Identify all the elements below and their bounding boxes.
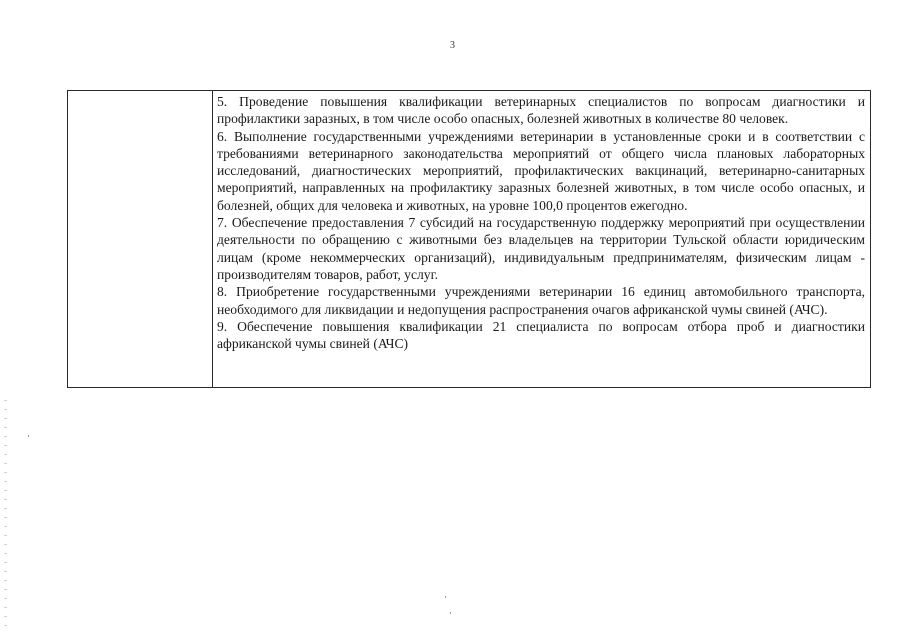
table-left-cell (68, 91, 213, 387)
list-item-9: 9. Обеспечение повышения квалификации 21 специалиста по вопросам отбора проб и диагностики африканской чумы свиней (АЧС) (217, 318, 865, 352)
scan-speck (445, 596, 446, 598)
scan-margin-dots (4, 400, 7, 630)
page-number: 3 (450, 40, 455, 51)
list-item-7: 7. Обеспечение предоставления 7 субсидий на государственную поддержку мероприятий при осуществлении деятельности по обращению с животными без владельцев на территории Тульской области юридическим лицам (кроме некоммерческих организаций), индивидуальным предпринимателям, физическим лицам - производителям товаров, работ, услуг. (217, 215, 865, 282)
list-item-5: 5. Проведение повышения квалификации ветеринарных специалистов по вопросам диагностики и профилактики заразных, в том числе особо опасных, болезней животных в количестве 80 человек. (217, 94, 865, 127)
scan-speck (450, 612, 451, 614)
content-table (67, 90, 871, 388)
scan-speck (28, 435, 29, 437)
list-item-6: 6. Выполнение государственными учреждениями ветеринарии в установленные сроки и в соответствии с требованиями ветеринарного законодательства мероприятий от общего числа плановых лабораторных исследований, диагностических мероприятий, профилактических вакцинаций, ветеринарно-санитарных мероприятий, направленных на профилактику заразных болезней животных, в том числе особо опасных, и болезней, общих для человека и животных, на уровне 100,0 процентов ежегодно. (217, 128, 865, 213)
table-right-cell (213, 91, 870, 387)
list-item-8: 8. Приобретение государственными учреждениями ветеринарии 16 единиц автомобильного транспорта, необходимого для ликвидации и недопущения распространения очагов африканской чумы свиней (АЧС). (217, 284, 865, 317)
